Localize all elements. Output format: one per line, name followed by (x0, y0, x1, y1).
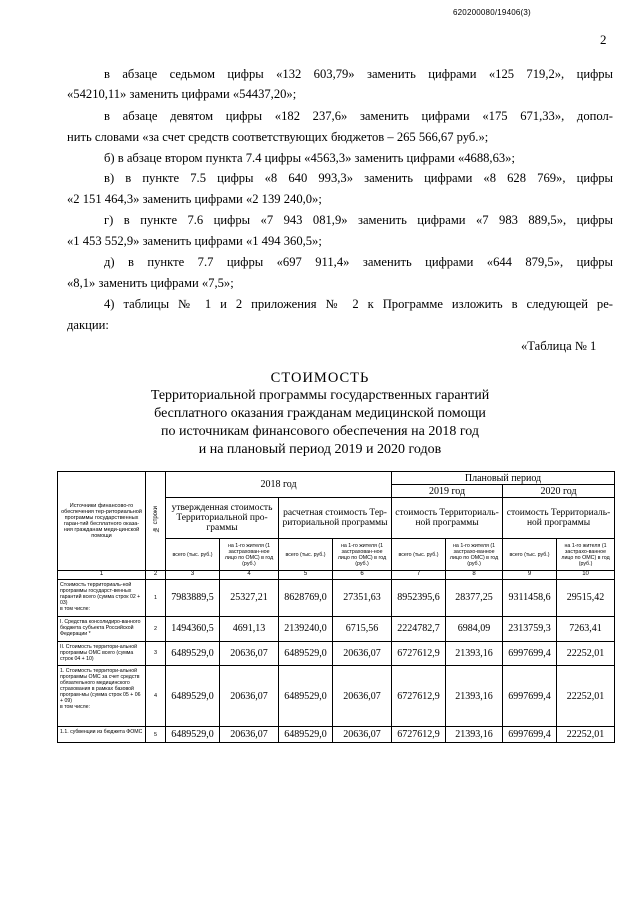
column-number: 4 (220, 571, 279, 579)
cell-value: 8628769,0 (279, 579, 333, 616)
paragraph-6-line-2: «8,1» заменить цифрами «7,5»; (67, 276, 234, 290)
cell-value: 7983889,5 (166, 579, 220, 616)
paragraph-4-line-1: в) в пункте 7.5 цифры «8 640 993,3» заменить цифрами «8 628 769», цифры (104, 171, 613, 185)
header-total: всего (тыс. руб.) (503, 539, 557, 571)
column-number: 9 (503, 571, 557, 579)
table-row (58, 641, 615, 666)
header-2018: 2018 год (166, 472, 392, 498)
header-total: всего (тыс. руб.) (392, 539, 446, 571)
cell-value: 22252,01 (557, 641, 615, 666)
table-row (58, 727, 615, 743)
cell-value: 1494360,5 (166, 616, 220, 641)
paragraph-1 (104, 66, 613, 82)
paragraph-7-cont (67, 317, 109, 333)
paragraph-1-line-2: «54210,11» заменить цифрами «54437,20»; (67, 87, 297, 101)
cell-value: 6727612,9 (392, 727, 446, 743)
paragraph-4-line-2: «2 151 464,3» заменить цифрами «2 139 240,0»; (67, 192, 322, 206)
cell-value: 29515,42 (557, 579, 615, 616)
column-number: 3 (166, 571, 220, 579)
paragraph-2-line-1: в абзаце девятом цифры «182 237,6» заменить цифрами «175 671,33», допол- (104, 109, 613, 123)
cell-value: 20636,07 (333, 727, 392, 743)
header-plan-period: Плановый период (392, 472, 615, 485)
header-sources: Источники финансово-го обеспечения тер-риториальной программы государственных гаран-тий бесплатного оказа-ния гражданам меди-цинской помощи (58, 472, 146, 571)
cell-value: 2313759,3 (503, 616, 557, 641)
title-line-5: и на плановый период 2019 и 2020 годов (198, 442, 442, 457)
cell-value: 6489529,0 (166, 666, 220, 727)
cell-value: 6997699,4 (503, 641, 557, 666)
paragraph-4 (104, 170, 613, 186)
cell-value: 25327,21 (220, 579, 279, 616)
cell-value: 20636,07 (220, 666, 279, 727)
cell-value: 20636,07 (220, 641, 279, 666)
header-per-capita: на 1-го жителя (1 застрахован-ное лицо по ОМС) в год (руб.) (220, 539, 279, 571)
column-number: 1 (58, 571, 146, 579)
cell-value: 6727612,9 (392, 666, 446, 727)
row-label: Стоимость территориаль-ной программы государст-венных гарантий всего (сумма строк 02 + 03) в том числе: (58, 579, 146, 616)
table-row (58, 579, 615, 616)
paragraph-5 (104, 212, 613, 228)
cell-value: 28377,25 (446, 579, 503, 616)
table-row (58, 666, 615, 727)
document-id: 620200080/19406(3) (453, 8, 531, 17)
cell-value: 20636,07 (220, 727, 279, 743)
paragraph-3-line-1: б) в абзаце втором пункта 7.4 цифры «4563,3» заменить цифрами «4688,63»; (104, 151, 515, 165)
paragraph-6 (104, 254, 613, 270)
cell-value: 9311458,6 (503, 579, 557, 616)
title-line-2: Территориальной программы государственных гарантий (150, 388, 490, 403)
paragraph-2-cont (67, 129, 488, 145)
paragraph-4-cont (67, 191, 322, 207)
header-cost-2020: стоимость Территориаль-ной программы (503, 497, 615, 538)
title-line-4: по источникам финансового обеспечения на 2018 год (161, 424, 479, 439)
cell-value: 6489529,0 (166, 641, 220, 666)
paragraph-2-line-2: нить словами «за счет средств соответствующих бюджетов – 265 566,67 руб.»; (67, 130, 489, 144)
cell-value: 6715,56 (333, 616, 392, 641)
column-number: 2 (146, 571, 166, 579)
cell-value: 2139240,0 (279, 616, 333, 641)
page-number: 2 (600, 32, 607, 47)
header-cost-2019: стоимость Территориаль-ной программы (392, 497, 503, 538)
header-per-capita: на 1-го жителя (1 застрахо-ванное лицо по ОМС) в год (руб.) (557, 539, 615, 571)
header-calculated-cost: расчетная стоимость Тер-риториальной программы (279, 497, 392, 538)
header-per-capita: на 1-го жителя (1 застрахо-ванное лицо по ОМС) в год (руб.) (446, 539, 503, 571)
title-line-3: бесплатного оказания гражданам медицинской помощи (154, 406, 486, 421)
row-number: 1 (146, 579, 166, 616)
paragraph-5-line-1: г) в пункте 7.6 цифры «7 943 081,9» заменить цифрами «7 983 889,5», цифры (104, 213, 613, 227)
row-label: 1. Стоимость территори-альной программы ОМС за счет средств обязательного медицинского страхования в рамках базовой програм-мы (сумма строк 05 + 06 + 09) в том числе: (58, 666, 146, 727)
cell-value: 7263,41 (557, 616, 615, 641)
paragraph-1-line-1: в абзаце седьмом цифры «132 603,79» заменить цифрами «125 719,2», цифры (104, 67, 613, 81)
paragraph-3 (104, 150, 515, 166)
cell-value: 22252,01 (557, 727, 615, 743)
cell-value: 2224782,7 (392, 616, 446, 641)
row-number: 4 (146, 666, 166, 727)
header-rownum-cell (146, 472, 166, 571)
cell-value: 6997699,4 (503, 727, 557, 743)
paragraph-1-cont (67, 86, 296, 102)
row-label: 1.1. субвенции из бюджета ФОМС (58, 727, 146, 743)
table-label: «Таблица № 1 (521, 339, 597, 353)
paragraph-7-line-1: 4) таблицы № 1 и 2 приложения № 2 к Программе изложить в следующей ре- (104, 297, 613, 311)
cell-value: 6489529,0 (279, 641, 333, 666)
paragraph-7 (104, 296, 613, 312)
cell-value: 6997699,4 (503, 666, 557, 727)
cell-value: 6727612,9 (392, 641, 446, 666)
paragraph-6-cont (67, 275, 234, 291)
paragraph-5-cont (67, 233, 322, 249)
cell-value: 4691,13 (220, 616, 279, 641)
cell-value: 20636,07 (333, 641, 392, 666)
column-number: 5 (279, 571, 333, 579)
header-approved-cost: утвержденная стоимость Территориальной про-граммы (166, 497, 279, 538)
cell-value: 21393,16 (446, 727, 503, 743)
paragraph-2 (104, 108, 613, 124)
header-2020: 2020 год (503, 485, 615, 497)
header-2019: 2019 год (392, 485, 503, 497)
row-number: 3 (146, 641, 166, 666)
column-number: 7 (392, 571, 446, 579)
column-number: 6 (333, 571, 392, 579)
row-number: 2 (146, 616, 166, 641)
paragraph-6-line-1: д) в пункте 7.7 цифры «697 911,4» заменить цифрами «644 879,5», цифры (104, 255, 613, 269)
cell-value: 6489529,0 (279, 666, 333, 727)
cell-value: 8952395,6 (392, 579, 446, 616)
paragraph-5-line-2: «1 453 552,9» заменить цифрами «1 494 360,5»; (67, 234, 322, 248)
header-per-capita: на 1-го жителя (1 застрахован-ное лицо по ОМС) в год (руб.) (333, 539, 392, 571)
table-row (58, 616, 615, 641)
column-number: 8 (446, 571, 503, 579)
paragraph-7-line-2: дакции: (67, 318, 109, 332)
row-number: 5 (146, 727, 166, 743)
row-label: II. Стоимость территори-альной программы ОМС всего (сумма строк 04 + 10) (58, 641, 146, 666)
cell-value: 27351,63 (333, 579, 392, 616)
cost-table (57, 471, 615, 743)
title-line-1: СТОИМОСТЬ (270, 370, 370, 386)
cell-value: 21393,16 (446, 641, 503, 666)
header-total: всего (тыс. руб.) (279, 539, 333, 571)
cell-value: 6489529,0 (279, 727, 333, 743)
column-number: 10 (557, 571, 615, 579)
header-total: всего (тыс. руб.) (166, 539, 220, 571)
header-rownum: № строки (152, 505, 159, 532)
cell-value: 6489529,0 (166, 727, 220, 743)
row-label: I. Средства консолидиро-ванного бюджета субъекта Российской Федерации * (58, 616, 146, 641)
cell-value: 22252,01 (557, 666, 615, 727)
cell-value: 6984,09 (446, 616, 503, 641)
cell-value: 20636,07 (333, 666, 392, 727)
cell-value: 21393,16 (446, 666, 503, 727)
